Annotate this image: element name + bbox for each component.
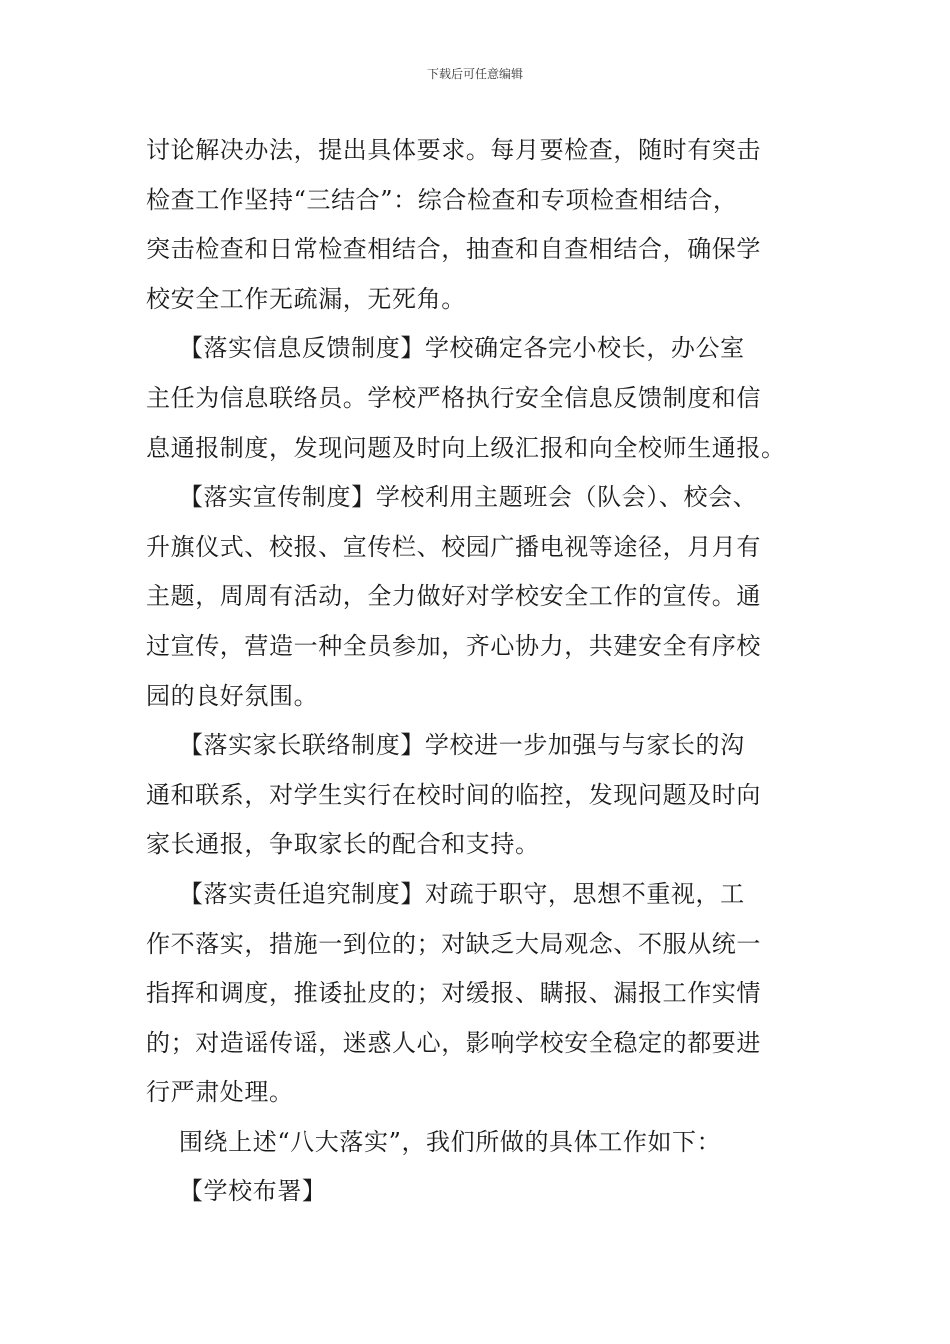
text-line: 主题，周周有活动，全力做好对学校安全工作的宣传。通: [146, 582, 761, 611]
text-line: 校安全工作无疏漏，无死角。: [146, 284, 466, 313]
document-body: [146, 126, 806, 1217]
text-line: 升旗仪式、校报、宣传栏、校园广播电视等途径，月月有: [146, 532, 761, 561]
page-header: 下载后可任意编辑: [426, 67, 523, 81]
text-line: 主任为信息联络员。学校严格执行安全信息反馈制度和信: [146, 383, 761, 412]
text-line: 指挥和调度，推诿扯皮的；对缓报、瞒报、漏报工作实情: [146, 979, 761, 1008]
text-line: 的；对造谣传谣，迷惑人心，影响学校安全稳定的都要进: [146, 1028, 761, 1057]
text-line: 行严肃处理。: [146, 1078, 294, 1107]
text-line: 家长通报，争取家长的配合和支持。: [146, 830, 540, 859]
text-line: 【学校布署】: [146, 1177, 327, 1206]
text-line: 检查工作坚持“三结合”：综合检查和专项检查相结合，: [146, 185, 738, 214]
text-line: 【落实责任追究制度】对疏于职守，思想不重视，工: [146, 879, 745, 908]
text-line: 息通报制度，发现问题及时向上级汇报和向全校师生通报。: [146, 433, 786, 462]
text-line: 【落实家长联络制度】学校进一步加强与与家长的沟: [146, 731, 745, 760]
text-line: 过宣传，营造一种全员参加，齐心协力，共建安全有序校: [146, 631, 761, 660]
text-line: 园的良好氛围。: [146, 681, 319, 710]
text-line: 【落实宣传制度】学校利用主题班会（队会）、校会、: [146, 483, 758, 512]
text-line: 【落实信息反馈制度】学校确定各完小校长，办公室: [146, 334, 745, 363]
text-line: 突击检查和日常检查相结合，抽查和自查相结合，确保学: [146, 235, 761, 264]
text-line: 围绕上述“八大落实”，我们所做的具体工作如下：: [146, 1127, 722, 1156]
text-line: 讨论解决办法，提出具体要求。每月要检查，随时有突击: [146, 136, 761, 164]
text-line: 通和联系，对学生实行在校时间的临控，发现问题及时向: [146, 780, 761, 809]
text-line: 作不落实，措施一到位的；对缺乏大局观念、不服从统一: [146, 929, 761, 958]
